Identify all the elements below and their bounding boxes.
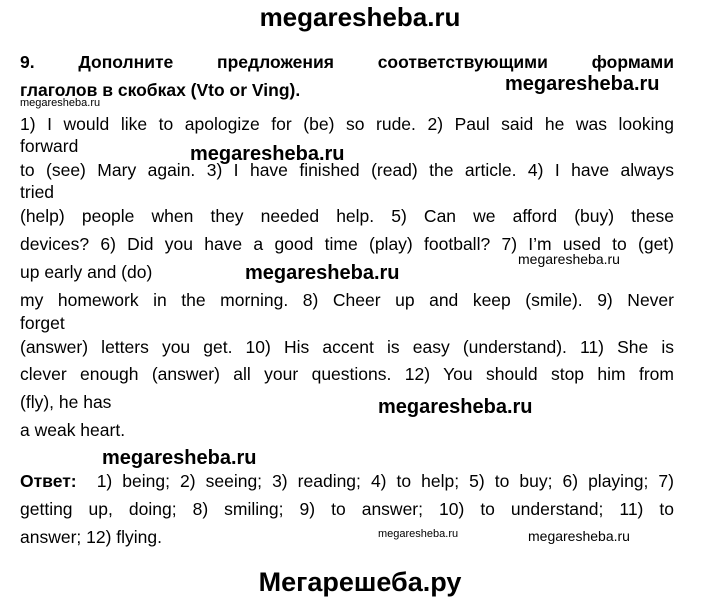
task-text-line: forward [20,136,79,156]
task-text-line: (fly), he has [20,392,112,412]
task-text-line: devices? 6) Did you have a good time (play) football? 7) I’m used to (get) [20,234,674,254]
task-heading-line1: 9. Дополните предложения соответствующими формами [20,52,674,72]
watermark: megaresheba.ru [20,97,101,109]
watermark: megaresheba.ru [518,251,620,267]
site-title: megaresheba.ru [259,2,461,32]
watermark: megaresheba.ru [102,447,257,469]
answer-line2: getting up, doing; 8) smiling; 9) to answer; 10) to understand; 11) to [20,499,674,519]
answer-text: 1) being; 2) seeing; 3) reading; 4) to help; 5) to buy; 6) playing; 7) [96,471,674,491]
task-text-line: (answer) letters you get. 10) His accent is easy (understand). 11) She is [20,337,674,357]
task-text-line: up early and (do) [20,262,153,282]
task-text-line: tried [20,182,55,202]
answer-line3: answer; 12) flying. [20,527,163,547]
task-text-line: a weak heart. [20,420,126,440]
task-heading-line2: глаголов в скобках (Vto or Ving). [20,80,301,100]
watermark: megaresheba.ru [505,73,660,95]
watermark: megaresheba.ru [245,262,400,284]
answer-label: Ответ: [20,471,77,491]
task-text-line: to (see) Mary again. 3) I have finished (read) the article. 4) I have always [20,160,674,180]
watermark: megaresheba.ru [378,528,459,540]
task-text-line: forget [20,313,65,333]
answer-line1 [20,469,674,493]
task-text-line: my homework in the morning. 8) Cheer up and keep (smile). 9) Never [20,290,674,310]
task-text-line: 1) I would like to apologize for (be) so rude. 2) Paul said he was looking [20,114,674,134]
watermark: megaresheba.ru [528,528,630,544]
watermark: megaresheba.ru [378,396,533,418]
task-text-line: clever enough (answer) all your questions. 12) You should stop him from [20,364,674,384]
footer-title: Мегарешеба.ру [258,567,462,597]
task-text-line: (help) people when they needed help. 5) Can we afford (buy) these [20,206,674,226]
watermark: megaresheba.ru [190,143,345,165]
